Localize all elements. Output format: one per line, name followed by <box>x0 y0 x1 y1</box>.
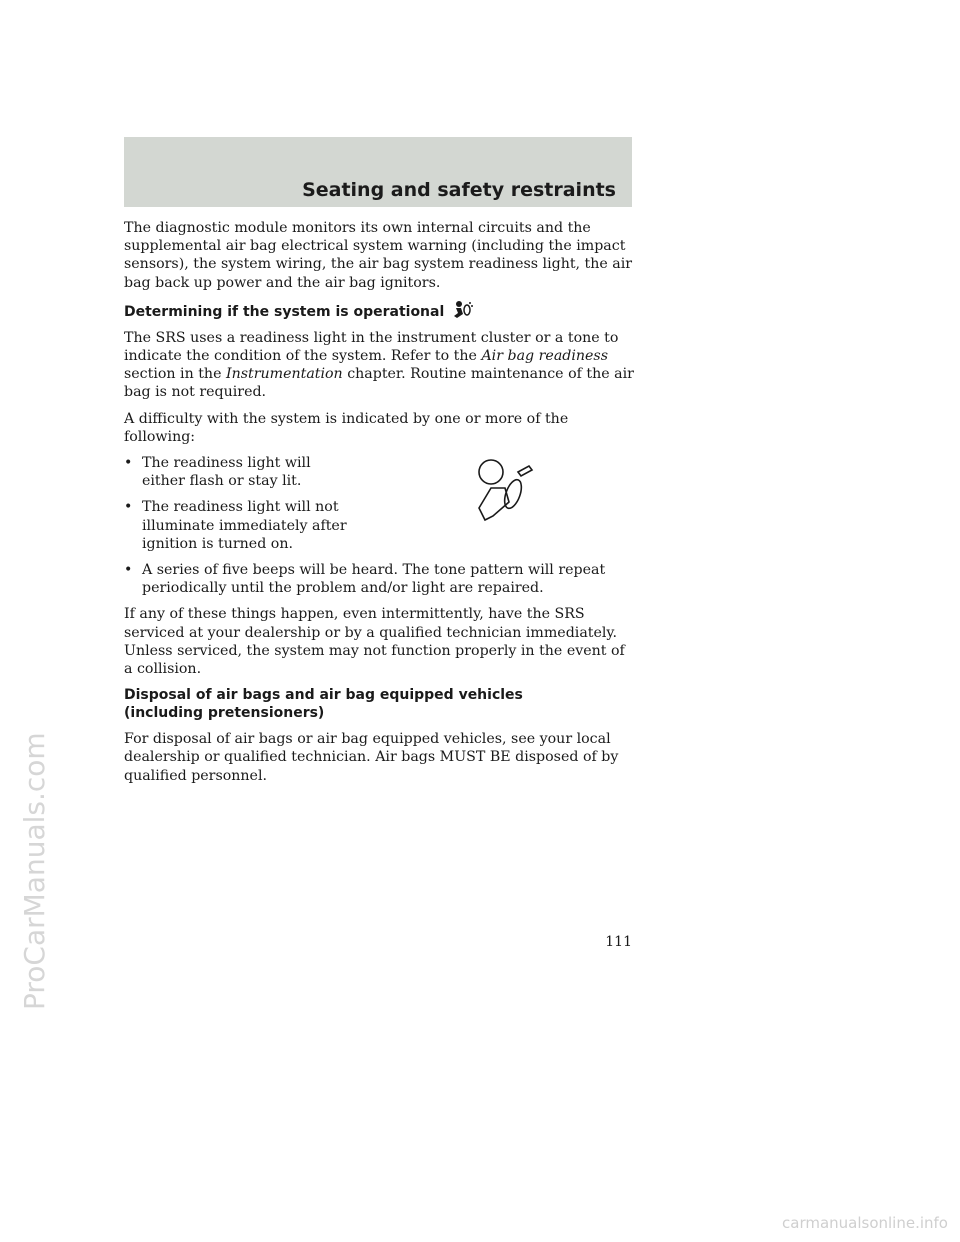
srs-text-part1: The SRS uses a readiness light in the instrument cluster or a tone to indicate the condition of the system. Refer to the <box>124 329 619 365</box>
side-watermark <box>8 430 56 1030</box>
section-heading-line1: Disposal of air bags and air bag equipped vehicles <box>124 687 523 704</box>
ref-instrumentation: Instrumentation <box>225 366 343 383</box>
list-intro: A difficulty with the system is indicated by one or more of the following: <box>124 410 569 445</box>
disposal-paragraph: For disposal of air bags or air bag equipped vehicles, see your local dealership or qualified technician. Air bags MUST BE disposed of by qualified personnel. <box>124 731 619 784</box>
list-item-text: The readiness light will not illuminate immediately after ignition is turned on. <box>142 499 347 552</box>
service-warning-paragraph: If any of these things happen, even intermittently, have the SRS serviced at your dealership or by a qualified technician immediately. Unless serviced, the system may not function properly in the event of a collision. <box>124 606 625 678</box>
section-heading-line2: (including pretensioners) <box>124 705 325 722</box>
bullet-dot: • <box>124 562 133 579</box>
list-item <box>124 561 634 597</box>
page-content <box>124 219 634 793</box>
chapter-title: Seating and safety restraints <box>302 179 616 201</box>
bullet-dot: • <box>124 499 133 516</box>
list-item <box>124 498 354 553</box>
chapter-header-band <box>124 137 632 207</box>
list-item-text: A series of five beeps will be heard. The tone pattern will repeat periodically until the problem and/or light are repaired. <box>142 562 606 597</box>
page-number: 111 <box>605 934 632 950</box>
srs-text-part2: section in the <box>124 366 226 383</box>
bullet-dot: • <box>124 455 133 472</box>
srs-readiness-paragraph <box>124 329 634 402</box>
side-watermark-text: ProCarManuals.com <box>18 732 51 1010</box>
section-heading-disposal <box>124 686 634 722</box>
ref-air-bag-readiness: Air bag readiness <box>481 348 608 365</box>
footer-watermark: carmanualsonline.info <box>782 1214 948 1232</box>
section-heading-operational <box>124 300 634 321</box>
airbag-warning-light-icon <box>471 458 535 528</box>
intro-paragraph: The diagnostic module monitors its own internal circuits and the supplemental air bag electrical system warning (including the impact sensors), the system wiring, the air bag system readiness light, the air bag back up power and the air bag ignitors. <box>124 220 633 291</box>
bullet-group-with-illustration <box>124 454 634 553</box>
list-item-text: The readiness light will either flash or stay lit. <box>142 455 311 490</box>
section-heading-text: Determining if the system is operational <box>124 303 445 320</box>
srs-text-part3: chapter. Routine maintenance of the air bag is not required. <box>124 366 634 401</box>
airbag-icon <box>451 300 473 320</box>
list-item <box>124 454 354 490</box>
